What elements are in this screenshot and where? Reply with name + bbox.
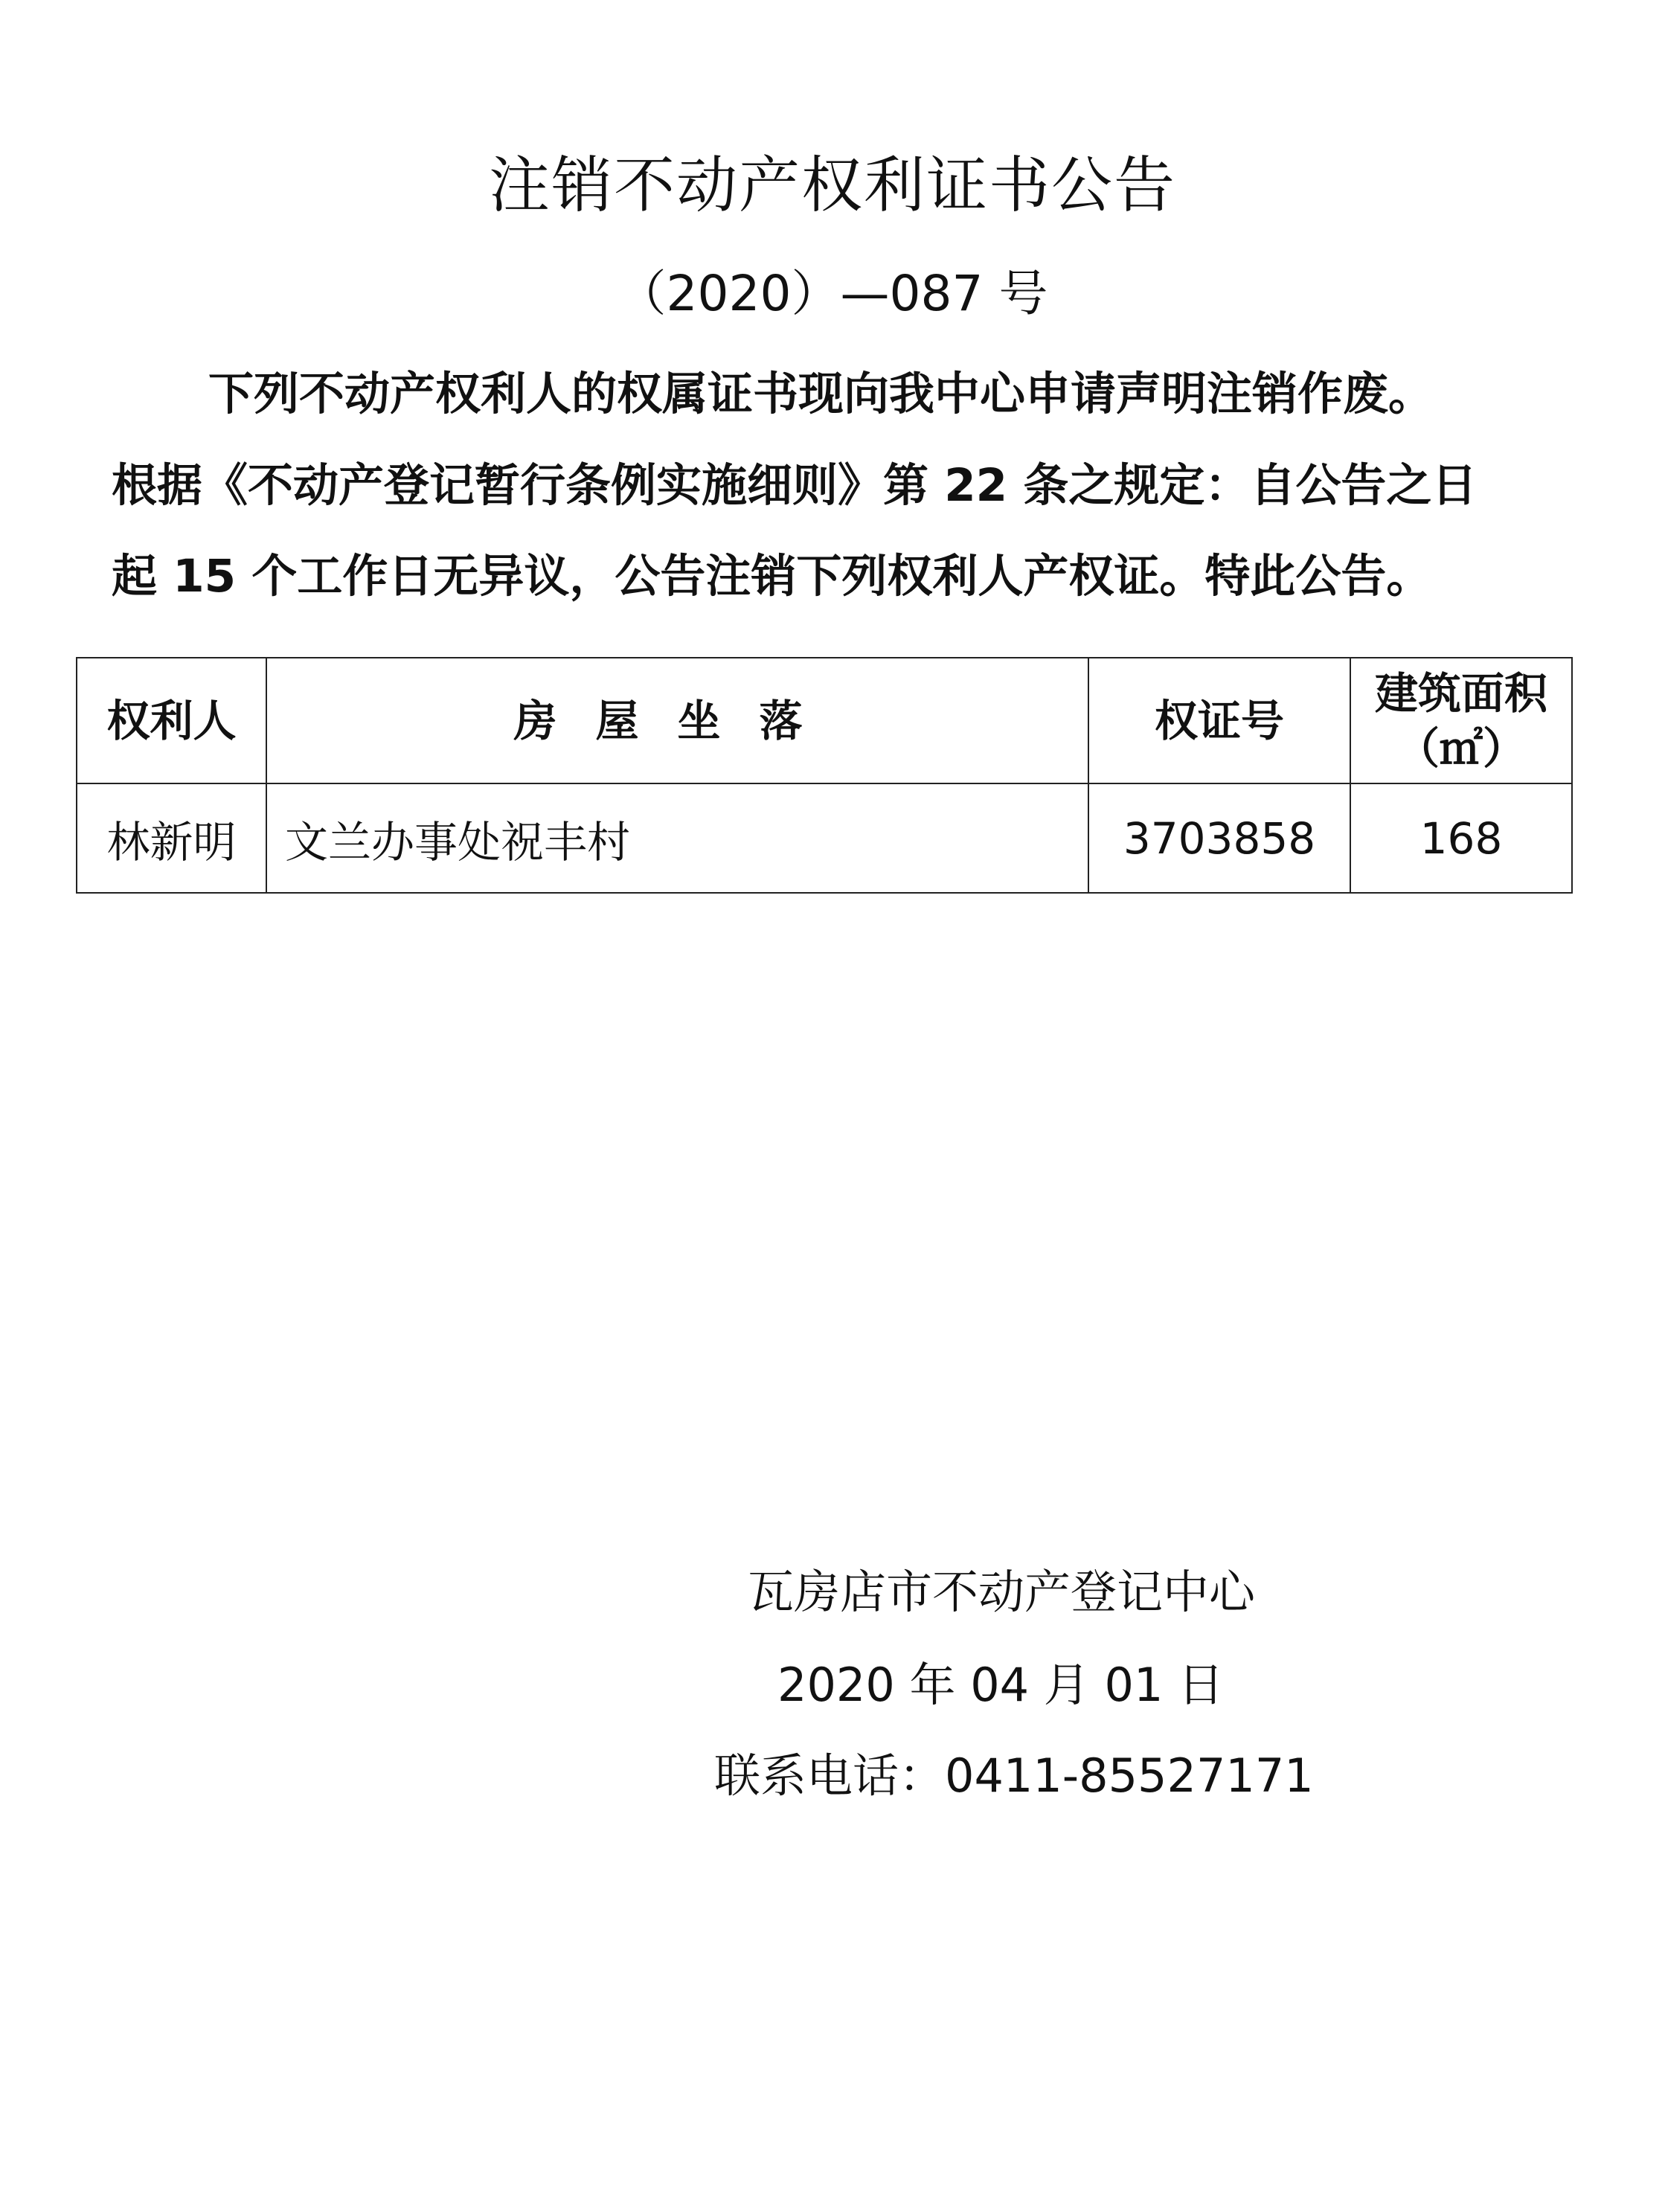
notice-number: （2020）—087 号 <box>617 265 1048 322</box>
certificate-table <box>76 657 1573 894</box>
issue-date: 2020 年 04 月 01 日 <box>777 1658 1225 1712</box>
header-owner: 权利人 <box>77 658 266 783</box>
header-area-label: 建筑面积 <box>1374 667 1547 719</box>
cell-cert-no: 3703858 <box>1088 783 1350 893</box>
notice-paragraph-line-1: 下列不动产权利人的权属证书现向我中心申请声明注销作废。 <box>208 368 1434 420</box>
cell-area: 168 <box>1350 783 1572 893</box>
notice-paragraph-line-3: 起 15 个工作日无异议，公告注销下列权利人产权证。特此公告。 <box>112 550 1432 603</box>
table-header-row <box>77 658 1572 783</box>
header-cert-no: 权证号 <box>1088 658 1350 783</box>
notice-paragraph-line-2: 根据《不动产登记暂行条例实施细则》第 22 条之规定：自公告之日 <box>112 459 1478 512</box>
header-area <box>1350 658 1572 783</box>
certificate-table-container <box>76 657 1571 894</box>
table-row <box>77 783 1572 893</box>
contact-phone: 联系电话：0411-85527171 <box>714 1748 1314 1803</box>
cell-location: 文兰办事处祝丰村 <box>266 783 1088 893</box>
header-area-unit: （㎡） <box>1396 722 1526 774</box>
header-location: 房屋坐落 <box>266 658 1088 783</box>
cell-owner: 林新明 <box>77 783 266 893</box>
issuing-organization: 瓦房店市不动产登记中心 <box>748 1565 1256 1619</box>
notice-title: 注销不动产权利证书公告 <box>488 150 1176 221</box>
